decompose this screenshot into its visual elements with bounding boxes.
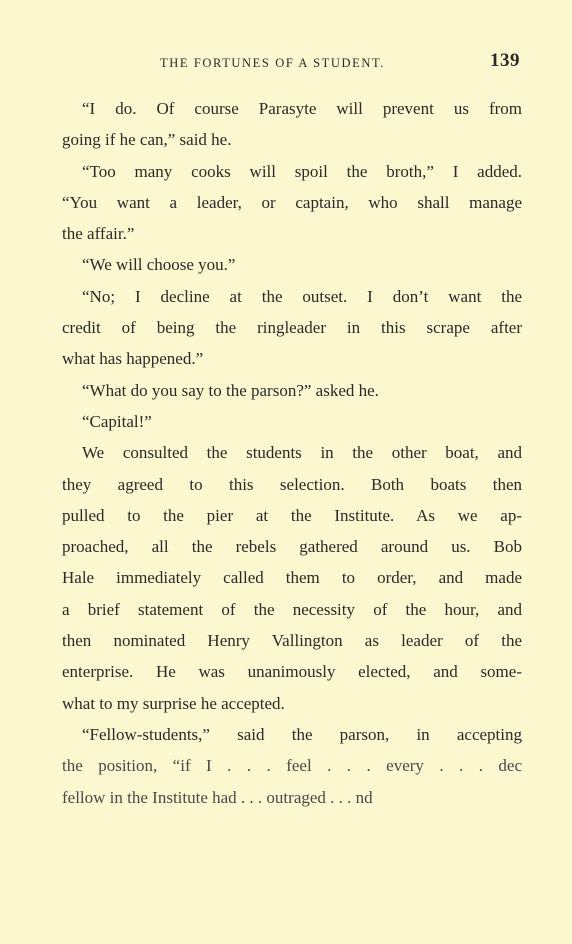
text-line: the position, “if I . . . feel . . . every . . . dec [62,756,522,776]
text-line: “I do. Of course Parasyte will prevent us from [82,99,522,118]
text-line: “What do you say to the parson?” asked he. [82,380,379,400]
running-head [62,52,522,76]
text-line: “You want a leader, or captain, who shall manage [62,192,522,212]
text-line: going if he can,” said he. [62,130,232,150]
text-line: what has happened.” [62,349,204,369]
text-line: “We will choose you.” [82,255,236,275]
text-line: “No; I decline at the outset. I don’t want the [82,286,522,306]
text-line: fellow in the Institute had . . . outraged . . . nd [62,787,373,807]
text-line: “Too many cooks will spoil the broth,” I added. [82,161,522,181]
page-number: 139 [490,50,520,71]
text-line: the affair.” [62,224,135,244]
text-line: Hale immediately called them to order, and made [62,568,522,588]
text-line: “Capital!” [82,411,152,431]
text-line: then nominated Henry Vallington as leader of the [62,631,522,651]
running-title: THE FORTUNES OF A STUDENT. [160,56,386,70]
text-line: proached, all the rebels gathered around us. Bob [62,537,522,557]
body-text [62,93,522,813]
text-line: they agreed to this selection. Both boats then [62,474,522,494]
text-line: credit of being the ringleader in this scrape after [62,318,522,338]
text-line: what to my surprise he accepted. [62,693,285,713]
text-line: enterprise. He was unanimously elected, and some- [62,662,522,682]
text-line: a brief statement of the necessity of the hour, and [62,599,522,619]
text-line: We consulted the students in the other boat, and [82,443,522,463]
text-line: “Fellow-students,” said the parson, in accepting [82,724,522,744]
text-line: pulled to the pier at the Institute. As we ap- [62,505,522,525]
